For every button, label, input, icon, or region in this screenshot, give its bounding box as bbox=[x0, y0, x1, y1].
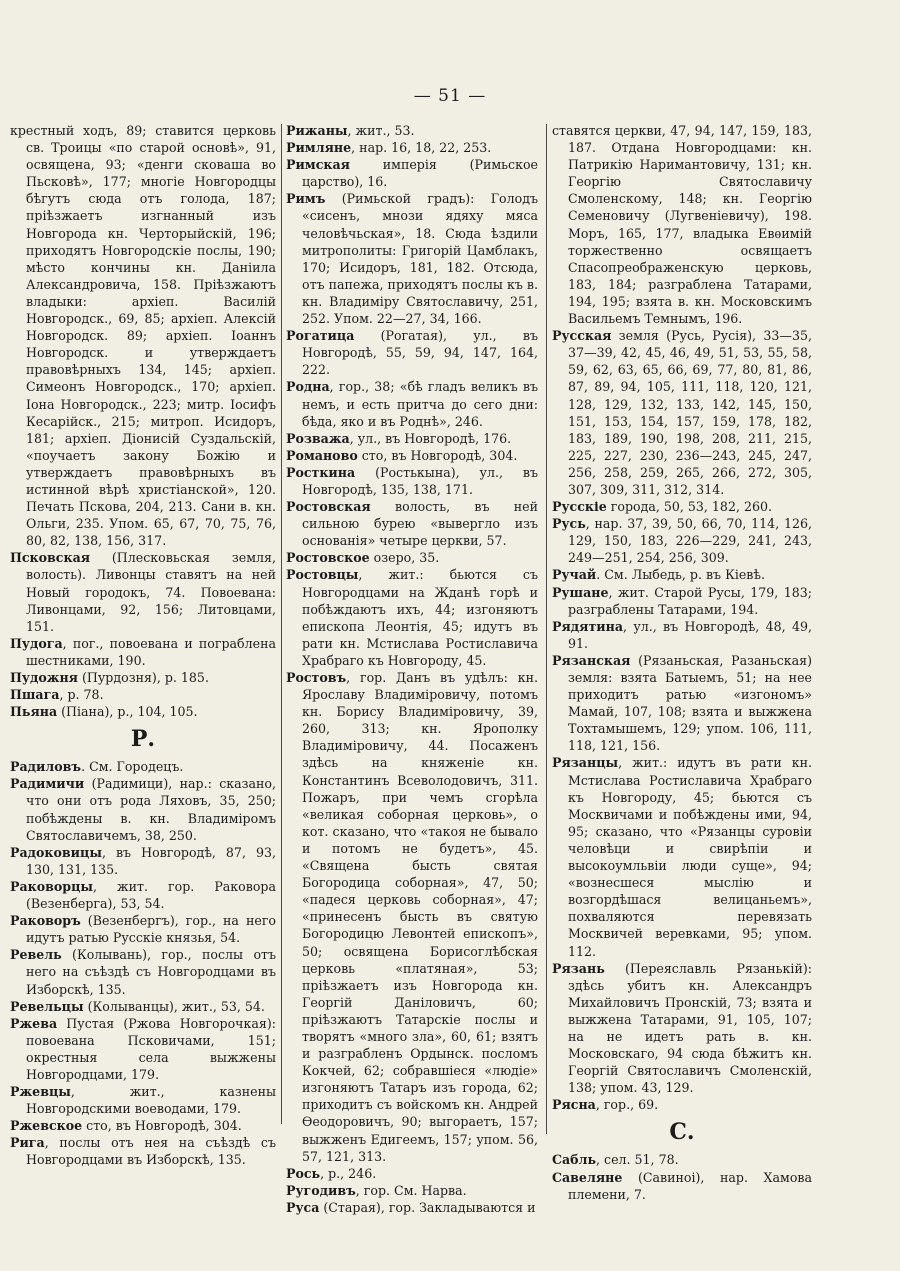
index-entry bbox=[552, 584, 812, 618]
entry-headword: Раковоръ bbox=[10, 913, 81, 929]
entry-text: , гор., 38; «бѣ гладъ великъ въ немъ, и есть притча до сего дни: бѣда, яко и въ Роднѣ», 246. bbox=[302, 379, 538, 429]
entry-headword: Пшага bbox=[10, 687, 60, 703]
entry-headword: Ржевское bbox=[10, 1118, 83, 1134]
entries-block bbox=[552, 122, 812, 1113]
letter-heading-s: С. bbox=[669, 1119, 695, 1146]
entry-headword: Русь bbox=[552, 516, 586, 532]
entry-headword: Ржева bbox=[10, 1015, 58, 1031]
index-entry bbox=[286, 190, 538, 327]
entry-text: земля (Русь, Русія), 33—35, 37—39, 42, 45, 46, 49, 51, 53, 55, 58, 59, 62, 63, 65, 66, 69, 77, 80, 81, 86, 87, 89, 94, 105, 111, 118, 120, 121, 128, 129, 132, 133, 142, 145, 150, 151, 153, 154, 157, 159, 178, 182, 183, 189, 190, 198, 208, 211, 215, 225, 227, 230, 236—243, 245, 247, 256, 258, 259, 265, 266, 272, 305, 307, 309, 311, 312, 314. bbox=[568, 328, 812, 497]
entry-text: (Колывань), гор., послы отъ него на съѣздѣ съ Новгородцами въ Изборскѣ, 135. bbox=[26, 947, 276, 997]
entry-headword: Радоковицы bbox=[10, 844, 102, 860]
entry-text: (Везенбергъ), гор., на него идутъ ратью Русскіе князья, 54. bbox=[26, 913, 276, 946]
entry-headword: Ростовцы bbox=[286, 567, 359, 583]
index-entry bbox=[552, 327, 812, 498]
entry-headword: Рушане bbox=[552, 584, 609, 600]
index-entry bbox=[286, 1199, 538, 1216]
index-entry bbox=[10, 998, 276, 1015]
entry-text: имперія (Римьское царство), 16. bbox=[302, 157, 538, 190]
entry-headword: Римская bbox=[286, 157, 350, 173]
entry-text: , р., 246. bbox=[320, 1165, 377, 1181]
entry-text: волость, въ ней сильною бурею «выверглo изъ основанія» четыре церкви, 57. bbox=[302, 499, 538, 549]
entries-block bbox=[10, 122, 276, 720]
entry-text: (Римьской градъ): Голодъ «сисенъ, мнози ядяху мяса человѣчьская», 18. Сюда ѣздили митрополиты: Григорій Цамблакъ, 170; Исидоръ, 181, 182. Отсюда, отъ папежа, приходятъ послы къ в. кн. Владиміру Святославичу, 251, 252. Упом. 22—27, 34, 166. bbox=[302, 191, 538, 327]
entry-headword: Ростовская bbox=[286, 499, 371, 515]
index-entry bbox=[286, 498, 538, 549]
entry-text: , жит.: бьются съ Новгородцами на Жданѣ горѣ и побѣждаютъ ихъ, 44; изгоняютъ епископа Леонтія, 45; идутъ въ рати кн. Мстислава Ростиславича Храбраго къ Новгороду, 45. bbox=[302, 567, 538, 668]
index-entry bbox=[286, 156, 538, 190]
index-entry bbox=[10, 1083, 276, 1117]
entry-text: (Піана), р., 104, 105. bbox=[57, 704, 198, 720]
entry-text: ставятся церкви, 47, 94, 147, 159, 183, 187. Отдана Новгородцами: кн. Патрикію Наримантовичу, 131; кн. Георгію Святославичу Смоленскому, 148; кн. Георгію Семеновичу (Лугвеніевичу), 198. Моръ, 165, 177, владыка Евѳимій торжественно освящаетъ Спасопреображенскую церковь, 183, 184; разграблена Татарами, 194, 195; взята в. кн. Московскимъ Васильемъ Темнымъ, 196. bbox=[552, 123, 812, 327]
entry-text: озеро, 35. bbox=[369, 550, 440, 566]
column-divider bbox=[546, 124, 547, 1134]
index-column-3 bbox=[552, 122, 812, 1203]
entry-headword: Рясна bbox=[552, 1097, 596, 1113]
index-entry bbox=[10, 946, 276, 997]
index-entry bbox=[10, 122, 276, 549]
entry-text: (Савиноі), нар. Хамова племени, 7. bbox=[568, 1169, 812, 1202]
entry-headword: Сабль bbox=[552, 1152, 597, 1168]
letter-heading-r: Р. bbox=[130, 726, 156, 753]
entry-headword: Ревель bbox=[10, 947, 62, 963]
entries-block bbox=[10, 758, 276, 1168]
index-entry bbox=[286, 1165, 538, 1182]
entry-headword: Росткина bbox=[286, 464, 356, 480]
entry-text: Пустая (Ржова Новгорочкая): повоевана Псковичами, 151; окрестныя села выжжены Новгородцами, 179. bbox=[26, 1015, 276, 1082]
entry-headword: Радимичи bbox=[10, 776, 85, 792]
index-entry bbox=[10, 878, 276, 912]
entry-text: (Плесковьская земля, волость). Ливонцы ставятъ на ней Новый городокъ, 74. Повоевана: Ливонцами, 92, 156; Литовцами, 151. bbox=[26, 550, 276, 634]
entry-headword: Раковорцы bbox=[10, 878, 94, 894]
entry-text: , пог., повоевана и пограблена шестниками, 190. bbox=[26, 635, 276, 668]
index-entry bbox=[10, 669, 276, 686]
entries-block bbox=[286, 122, 538, 1216]
entry-headword: Ржевцы bbox=[10, 1084, 71, 1100]
entry-headword: Псковская bbox=[10, 550, 91, 566]
entry-text: , нар. 37, 39, 50, 66, 70, 114, 126, 129, 150, 183, 226—229, 241, 243, 249—251, 254, 256, 309. bbox=[568, 516, 812, 566]
entry-text: , жит. гор. Раковора (Везенберга), 53, 54. bbox=[26, 878, 276, 912]
index-entry bbox=[552, 1096, 812, 1113]
entry-headword: Рось bbox=[286, 1165, 321, 1181]
index-entry bbox=[552, 754, 812, 959]
index-entry bbox=[552, 652, 812, 755]
entry-headword: Родна bbox=[286, 379, 330, 395]
index-entry bbox=[286, 327, 538, 378]
column-divider bbox=[281, 124, 282, 1124]
index-entry bbox=[286, 139, 538, 156]
index-entry bbox=[10, 758, 276, 775]
index-entry bbox=[10, 686, 276, 703]
entry-headword: Романово bbox=[286, 447, 358, 463]
index-entry bbox=[286, 669, 538, 1165]
index-entry bbox=[10, 912, 276, 946]
entry-text: , жит., казнены Новгородскими воеводами, 179. bbox=[26, 1084, 276, 1117]
index-entry bbox=[286, 549, 538, 566]
index-entry bbox=[286, 430, 538, 447]
index-entry bbox=[10, 1134, 276, 1168]
entry-text: (Переяславль Рязанькій): здѣсь убитъ кн. Александръ Михайловичъ Пронскій, 73; взята и выжжена Татарами, 91, 105, 107; на не идетъ рать в. кн. Московскаго, 94 сюда бѣжитъ кн. Георгій Святославичъ Смоленскій, 138; упом. 43, 129. bbox=[568, 960, 812, 1096]
entries-block bbox=[552, 1151, 812, 1202]
entry-text: сто, въ Новгородѣ, 304. bbox=[82, 1118, 242, 1134]
index-entry bbox=[286, 566, 538, 669]
entry-text: (Старая), гор. Закладываются и bbox=[319, 1199, 536, 1215]
entry-headword: Римъ bbox=[286, 191, 326, 207]
entry-text: . См. Городецъ. bbox=[81, 759, 184, 775]
entry-headword: Рига bbox=[10, 1135, 45, 1151]
entry-headword: Рязанцы bbox=[552, 755, 619, 771]
entry-text: , р. 78. bbox=[59, 687, 104, 703]
index-column-1 bbox=[10, 122, 276, 1169]
entry-text: , ул., въ Новгородѣ, 48, 49, 91. bbox=[568, 618, 812, 651]
entry-headword: Рижаны bbox=[286, 123, 348, 138]
index-entry bbox=[286, 378, 538, 429]
entry-text: крестный ходъ, 89; ставится церковь св. Троицы «по старой основѣ», 91, освящена, 93; «денги сковаша во Пьсковѣ», 177; многіе Новгородцы бѣгутъ сюда отъ голода, 187; пріѣзжаетъ изгнанный изъ Новгорода кн. Черторыйскій, 196; приходятъ Новгородскіе послы, 190; мѣсто кончины кн. Даніила Александровича, 158. Пріѣзжаютъ владыки: архіеп. Василій Новгородск., 69, 85; архіеп. Алексій Новгородск. 89; архіеп. Іоаннъ Новгородск. и утверждаетъ правовѣрныхъ 134, 145; архіеп. Симеонъ Новгородск., 170; архіеп. Іона Новгородск., 223; митр. Іосифъ Кесарійск., 215; митроп. Исидоръ, 181; архіеп. Діонисій Суздальскій, «поучаетъ закону Божію и утверждаетъ правовѣрныхъ въ истинной вѣрѣ христіанской», 120. Печать Пскова, 204, 213. Сани в. кн. Ольги, 235. Упом. 65, 67, 70, 75, 76, 80, 82, 138, 156, 317. bbox=[10, 123, 276, 549]
index-entry bbox=[286, 447, 538, 464]
index-entry bbox=[286, 464, 538, 498]
page-number: — 51 — bbox=[413, 86, 487, 106]
entry-headword: Ростовъ bbox=[286, 670, 347, 685]
entry-text: , нар. 16, 18, 22, 253. bbox=[351, 140, 492, 156]
entry-headword: Радиловъ bbox=[10, 759, 82, 775]
entry-text: (Колыванцы), жит., 53, 54. bbox=[83, 998, 265, 1014]
entry-headword: Руса bbox=[286, 1199, 320, 1215]
entry-text: , гор. Данъ въ удѣлъ: кн. Ярославу Владиміровичу, потомъ кн. Борису Владиміровичу, 39, 260, 313; кн. Ярополку Владиміровичу, 44. Посаженъ здѣсь на княженіе кн. Константинъ Всеволодовичъ, 311. Пожаръ, при чемъ сгорѣла «великая соборная церковь», о кот. сказано, что «такоя не бывало и потомъ не будетъ», 45. «Священа бысть святая Богородица соборная», 47, 50; «падеся церковь соборная», 47; «принесенъ бысть въ святую Богородицю Левонтей епископъ», 50; освящена Борисоглѣбская церковь «платяная», 53; пріѣзжаетъ изъ Новгорода кн. Георгій Даніловичъ, 60; пріѣзжаютъ Татарскіе послы и творятъ «много зла», 60, 61; взятъ и разграбленъ Ордынск. посломъ Кокчей, 62; собравшіеся «людіе» изгоняютъ Татаръ изъ города, 62; приходитъ съ войскомъ кн. Андрей Ѳеодоровичъ, 90; выгораетъ, 157; выжженъ Едигеемъ, 157; упом. 56, 57, 121, 313. bbox=[302, 670, 538, 1164]
index-entry bbox=[10, 635, 276, 669]
index-entry bbox=[552, 566, 812, 583]
index-entry bbox=[286, 122, 538, 139]
entry-headword: Русская bbox=[552, 328, 612, 344]
entry-text: сто, въ Новгородѣ, 304. bbox=[357, 447, 518, 463]
index-column-2 bbox=[286, 122, 538, 1216]
entry-headword: Ростовское bbox=[286, 550, 370, 566]
entry-headword: Пудога bbox=[10, 635, 63, 651]
entry-headword: Савеляне bbox=[552, 1169, 623, 1185]
entry-text: , жит. Старой Русы, 179, 183; разграблены Татарами, 194. bbox=[568, 584, 812, 617]
entry-headword: Розважа bbox=[286, 430, 350, 446]
index-entry bbox=[552, 1169, 812, 1203]
entry-text: , ул., въ Новгородѣ, 176. bbox=[349, 430, 512, 446]
index-entry bbox=[552, 122, 812, 327]
entry-text: (Радимици), нар.: сказано, что они отъ рода Ляховъ, 35, 250; побѣждены в. кн. Владиміромъ Святославичемъ, 38, 250. bbox=[26, 776, 276, 843]
index-entry bbox=[552, 960, 812, 1097]
entry-headword: Русскіе bbox=[552, 499, 607, 515]
entry-text: , сел. 51, 78. bbox=[596, 1152, 679, 1168]
entry-text: , гор., 69. bbox=[595, 1097, 659, 1113]
index-entry bbox=[10, 1117, 276, 1134]
entry-headword: Ручай bbox=[552, 567, 597, 583]
entry-headword: Ругодивъ bbox=[286, 1182, 356, 1198]
index-entry bbox=[552, 498, 812, 515]
index-entry bbox=[10, 703, 276, 720]
index-entry bbox=[552, 1151, 812, 1168]
entry-text: города, 50, 53, 182, 260. bbox=[606, 499, 773, 515]
entry-headword: Пудожня bbox=[10, 670, 78, 685]
entry-text: , жит., 53. bbox=[347, 123, 415, 138]
entry-text: , жит.: идутъ въ рати кн. Мстислава Ростиславича Храбраго къ Новгороду, 45; бьются съ Москвичами и побѣждены ими, 94, 95; сказано, что «Рязанцы суровіи человѣци и свирѣпіи и высокоумльвіи люди суще», 94; «вознесшеся мыслію и возгордѣшася велицаньемъ», похваляются перевязать Москвичей веревками, 95; упом. 112. bbox=[568, 755, 812, 959]
entry-text: , гор. См. Нарва. bbox=[355, 1182, 467, 1198]
index-entry bbox=[10, 775, 276, 843]
entry-headword: Ревельцы bbox=[10, 998, 84, 1014]
entry-headword: Рядятина bbox=[552, 618, 623, 634]
entry-text: (Пурдозня), р. 185. bbox=[78, 670, 209, 685]
entry-text: (Рязаньская, Разаньская) земля: взята Батыемъ, 51; на нее приходитъ ратью «изгономъ» Мамай, 107, 108; взята и выжжена Тохтамышемъ, 129; упом. 106, 111, 118, 121, 156. bbox=[568, 652, 812, 754]
entry-headword: Рязань bbox=[552, 960, 605, 976]
entry-text: , послы отъ нея на съѣздѣ съ Новгородцами въ Изборскѣ, 135. bbox=[26, 1135, 276, 1168]
entry-text: . См. Лыбедь, р. въ Кіевѣ. bbox=[596, 567, 765, 583]
index-entry bbox=[552, 515, 812, 566]
index-entry bbox=[10, 549, 276, 634]
entry-text: (Ростькына), ул., въ Новгородѣ, 135, 138, 171. bbox=[302, 464, 538, 497]
entry-headword: Римляне bbox=[286, 140, 352, 156]
entry-headword: Рязанская bbox=[552, 652, 631, 668]
entry-headword: Пьяна bbox=[10, 704, 58, 720]
entry-headword: Рогатица bbox=[286, 328, 355, 344]
entry-text: (Рогатая), ул., въ Новгородѣ, 55, 59, 94, 147, 164, 222. bbox=[302, 328, 538, 378]
index-entry bbox=[10, 844, 276, 878]
entry-text: , въ Новгородѣ, 87, 93, 130, 131, 135. bbox=[26, 844, 276, 877]
index-entry bbox=[10, 1015, 276, 1083]
index-entry bbox=[552, 618, 812, 652]
index-entry bbox=[286, 1182, 538, 1199]
